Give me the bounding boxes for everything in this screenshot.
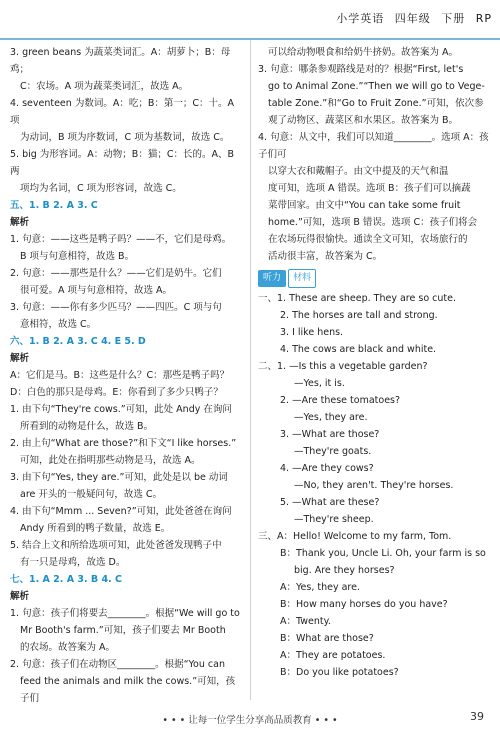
right-line: 观了动物区、蔬菜区和水果区。故答案为 B。 xyxy=(268,115,459,126)
right-line: 度可知，选项 A 错误。选项 B：孩子们可以摘蔬 xyxy=(268,183,471,194)
left-line: 五、1. B 2. A 3. C xyxy=(10,200,98,211)
right2-line: A：Yes, they are. xyxy=(280,582,360,593)
right-line: 在农场玩得很愉快。通读全文可知，农场旅行的 xyxy=(268,234,468,245)
header-edition: RP xyxy=(475,12,492,25)
listening-material-label xyxy=(258,269,490,288)
left-line: 4. 由下句“Mmm ... Seven?”可知，此处爸爸在询问 xyxy=(10,506,232,517)
footer-slogan: • • • 让每一位学生分享高品质教育 • • • xyxy=(162,715,338,726)
right2-line: B：How many horses do you have? xyxy=(280,599,448,610)
right2-line: big. Are they horses? xyxy=(294,565,395,576)
left-line: are 开头的一般疑问句，故选 C。 xyxy=(20,489,163,500)
right2-line: 三、A：Hello! Welcome to my farm, Tom. xyxy=(258,531,452,542)
listening-transcript xyxy=(258,290,490,681)
left-line: 2. 句意：——那些是什么？——它们是奶牛。它们 xyxy=(10,268,222,279)
right-line: home.”可知，选项 B 错误。选项 C：孩子们将会 xyxy=(268,217,478,228)
right2-line: A：They are potatoes. xyxy=(280,650,386,661)
left-line: 2. 句意：孩子们在动物区________。根据“You can xyxy=(10,659,225,670)
left-line: 有一只是母鸡，故选 D。 xyxy=(20,557,126,568)
right-column-answers xyxy=(258,44,490,265)
header-title xyxy=(330,10,492,26)
left-line: 解析 xyxy=(10,591,30,602)
right-column xyxy=(258,44,490,681)
listening-tag: 听力 xyxy=(258,270,286,287)
right2-line: 2. —Are these tomatoes? xyxy=(280,395,401,406)
left-line: 1. 由下句“They're cows.”可知，此处 Andy 在询问 xyxy=(10,404,232,415)
left-line: C：农场。A 项为蔬菜类词汇，故选 A。 xyxy=(20,81,189,92)
left-line: 3. 由下句“Yes, they are.”可知，此处是以 be 动词 xyxy=(10,472,228,483)
right2-line: 5. —What are these? xyxy=(280,497,380,508)
left-line: 很可爱。A 项与句意相符，故选 A。 xyxy=(20,285,173,296)
header-subject: 小学英语 xyxy=(336,12,385,25)
right2-line: A：Twenty. xyxy=(280,616,331,627)
left-line: 六、1. B 2. A 3. C 4. E 5. D xyxy=(10,336,146,347)
right-line: 3. 句意：哪条参观路线是对的？根据“First, let's xyxy=(258,64,464,75)
left-line: 七、1. A 2. A 3. B 4. C xyxy=(10,574,122,585)
left-line: 解析 xyxy=(10,353,30,364)
right-line: 活动很丰富，故答案为 C。 xyxy=(268,251,383,262)
left-line: D：白色的那只是母鸡。E：你看到了多少只鸭子？ xyxy=(10,387,223,398)
right2-line: —Yes, it is. xyxy=(294,378,345,389)
right2-line: B：Do you like potatoes? xyxy=(280,667,399,678)
left-line: 2. 由上句“What are those?”和下文“I like horses.” xyxy=(10,438,237,449)
page-number: 39 xyxy=(470,710,484,723)
right2-line: —They're sheep. xyxy=(294,514,374,525)
left-line: Mr Booth's farm.”可知，孩子们要去 Mr Booth xyxy=(20,625,226,636)
left-line: 所看到的动物是什么，故选 B。 xyxy=(20,421,154,432)
right2-line: 3. —What are those? xyxy=(280,429,380,440)
left-line: Andy 所看到的鸭子数量，故选 E。 xyxy=(20,523,171,534)
right2-line: —Yes, they are. xyxy=(294,412,368,423)
material-tag: 材料 xyxy=(288,269,316,288)
left-line: 3. 句意：——你有多少匹马？——四匹。C 项与句 xyxy=(10,302,222,313)
right2-line: 2. The horses are tall and strong. xyxy=(280,310,438,321)
left-line: 意相符，故选 C。 xyxy=(20,319,97,330)
right-line: table Zone.”和“Go to Fruit Zone.”可知，依次参 xyxy=(268,98,484,109)
left-line: 1. 句意：——这些是鸭子吗？——不，它们是母鸡。 xyxy=(10,234,232,245)
right-line: go to Animal Zone.”“Then we will go to Vege- xyxy=(268,81,485,92)
left-line: 为动词，B 项为序数词，C 项为基数词，故选 C。 xyxy=(20,132,230,143)
right2-line: —They're goats. xyxy=(294,446,372,457)
left-line: 5. big 为形容词。A：动物；B：猫；C：长的。A、B 两 xyxy=(10,149,234,177)
right2-line: B：What are those? xyxy=(280,633,374,644)
right2-line: 4. —Are they cows? xyxy=(280,463,374,474)
left-line: 的农场。故答案为 A。 xyxy=(20,642,116,653)
column-divider xyxy=(250,40,251,700)
left-line: 5. 结合上文和所给选项可知，此处爸爸发现鸭子中 xyxy=(10,540,222,551)
left-line: 可知，此处在指明那些动物是马，故选 A。 xyxy=(20,455,201,466)
right-line: 4. 句意：从文中，我们可以知道________。选项 A：孩子们可 xyxy=(258,132,489,160)
right2-line: —No, they aren't. They're horses. xyxy=(294,480,454,491)
right2-line: 二、1. —Is this a vegetable garden? xyxy=(258,361,428,372)
left-line: feed the animals and milk the cows.”可知，孩子们 xyxy=(20,676,236,704)
header-volume: 下册 xyxy=(441,12,466,25)
left-line: 解析 xyxy=(10,217,30,228)
left-line: 1. 句意：孩子们将要去________。根据“We will go to xyxy=(10,608,240,619)
right-line: 可以给动物喂食和给奶牛挤奶。故答案为 A。 xyxy=(268,47,459,58)
left-line: B 项与句意相符，故选 B。 xyxy=(20,251,135,262)
page-header xyxy=(0,0,500,40)
right2-line: 一、1. These are sheep. They are so cute. xyxy=(258,293,456,304)
right2-line: B：Thank you, Uncle Li. Oh, your farm is so xyxy=(280,548,486,559)
right-line: 菜带回家。由文中“You can take some fruit xyxy=(268,200,461,211)
left-line: 项均为名词，C 项为形容词，故选 C。 xyxy=(20,183,182,194)
right2-line: 4. The cows are black and white. xyxy=(280,344,437,355)
left-line: A：它们是马。B：这些是什么？C：那些是鸭子吗？ xyxy=(10,370,230,381)
left-line: 4. seventeen 为数词。A：吃；B：第一；C：十。A 项 xyxy=(10,98,234,126)
header-grade: 四年级 xyxy=(394,12,431,25)
right-line: 以穿大衣和戴帽子。由文中提及的天气和温 xyxy=(268,166,449,177)
left-line: 3. green beans 为蔬菜类词汇。A：胡萝卜；B：母鸡； xyxy=(10,47,231,75)
left-column xyxy=(10,44,242,707)
right2-line: 3. I like hens. xyxy=(280,327,344,338)
